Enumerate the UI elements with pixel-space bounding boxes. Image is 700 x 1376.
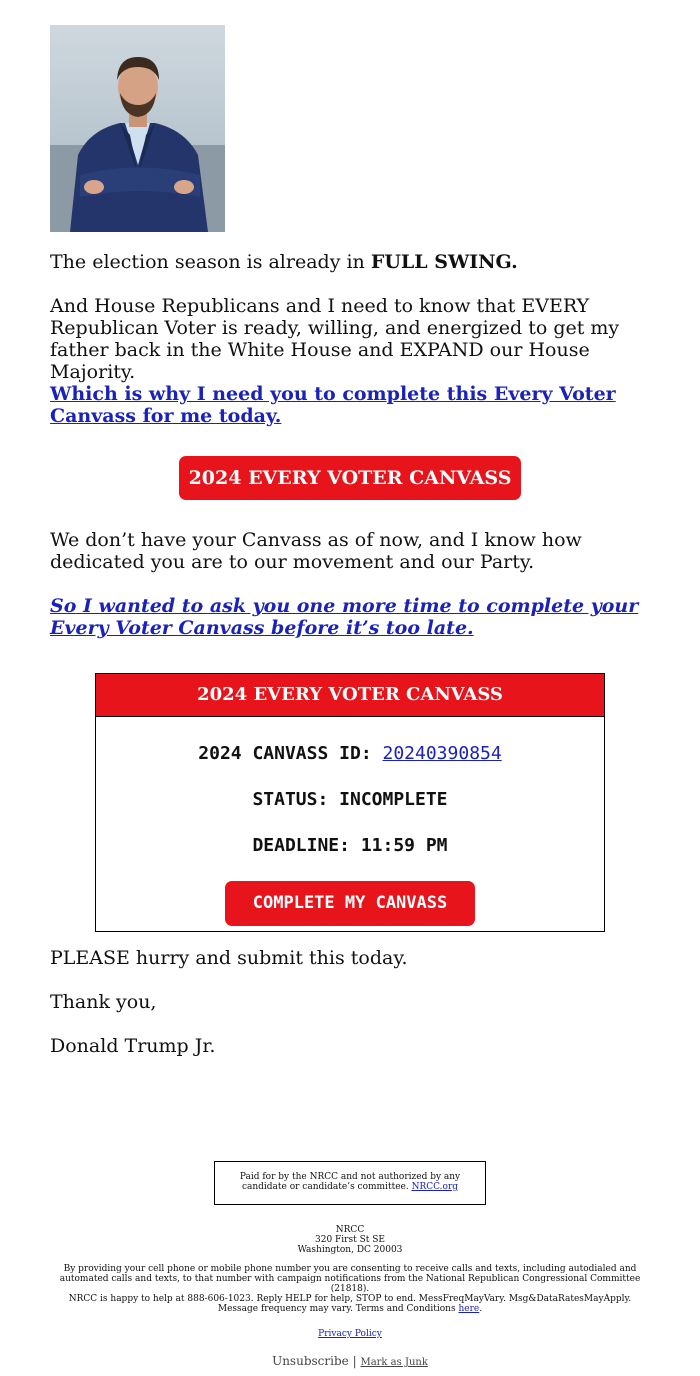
terms-here-link[interactable]: here (458, 1304, 480, 1314)
separator: | (352, 1354, 357, 1368)
canvass-id-label: 2024 CANVASS ID: (198, 743, 383, 764)
paid-for-text (215, 1162, 485, 1192)
consent-text: By providing your cell phone or mobile phone number you are consenting to receive calls and texts, including autodialed and automated calls and texts, to that number with campaign notifications from the National Republican Congressional Committee (21818). (59, 1264, 641, 1294)
canvass-link-1[interactable]: Which is why I need you to complete this Every Voter Canvass for me today. (50, 383, 616, 427)
help-text: NRCC is happy to help at 888-606-1023. Reply HELP for help, STOP to end. MessFreqMayVary. Msg&DataRatesMayApply. Message frequency may vary. Terms and Conditions (68, 1294, 632, 1314)
intro-bold: FULL SWING. (370, 251, 518, 273)
canvass-box-header: 2024 EVERY VOTER CANVASS (96, 674, 604, 717)
complete-canvass-button[interactable]: COMPLETE MY CANVASS (225, 881, 475, 926)
address-block (50, 1225, 650, 1255)
canvass-id-link[interactable]: 20240390854 (382, 743, 502, 764)
city-address: Washington, DC 20003 (297, 1245, 403, 1255)
paid-for-box (214, 1161, 486, 1205)
canvass-link-paragraph (50, 383, 650, 427)
unsubscribe-row (50, 1354, 650, 1368)
paid-for-statement: Paid for by the NRCC and not authorized by any candidate or candidate’s committee. (239, 1172, 461, 1192)
voter-paragraph: And House Republicans and I need to know that EVERY Republican Voter is ready, willing, and energized to get my father back in the White House and EXPAND our House Majority. (50, 295, 620, 383)
one-more-time-paragraph (50, 595, 650, 639)
dedication-paragraph: We don’t have your Canvass as of now, and I know how dedicated you are to our movement and our Party. (50, 529, 582, 573)
canvass-link-2[interactable]: So I wanted to ask you one more time to complete your Every Voter Canvass before it’s too late. (50, 595, 639, 639)
privacy-row (50, 1329, 650, 1339)
nrcc-org-link[interactable]: NRCC.org (411, 1182, 459, 1192)
signature-text: Donald Trump Jr. (50, 1035, 216, 1057)
mark-as-junk-link[interactable]: Mark as Junk (360, 1357, 428, 1368)
every-voter-canvass-button[interactable]: 2024 EVERY VOTER CANVASS (179, 456, 521, 500)
hurry-text: PLEASE hurry and submit this today. (50, 947, 408, 969)
canvass-id-row (96, 743, 604, 764)
privacy-policy-link[interactable]: Privacy Policy (318, 1329, 382, 1339)
intro-text: The election season is already in (50, 251, 371, 273)
street-address: 320 First St SE (315, 1235, 385, 1245)
canvass-box (95, 673, 605, 932)
unsubscribe-link[interactable]: Unsubscribe (272, 1354, 349, 1368)
org-name: NRCC (335, 1225, 365, 1235)
deadline-row: DEADLINE: 11:59 PM (252, 835, 448, 856)
thank-you-text: Thank you, (50, 991, 157, 1013)
help-text-block: NRCC is happy to help at 888-606-1023. Reply HELP for help, STOP to end. MessFreqMayVary. Msg&DataRatesMayApply. Message frequency may vary. Terms and Conditions here. (68, 1294, 632, 1314)
portrait-illustration (50, 25, 225, 232)
intro-paragraph (50, 251, 650, 273)
portrait-photo (50, 25, 225, 232)
status-row: STATUS: INCOMPLETE (252, 789, 448, 810)
